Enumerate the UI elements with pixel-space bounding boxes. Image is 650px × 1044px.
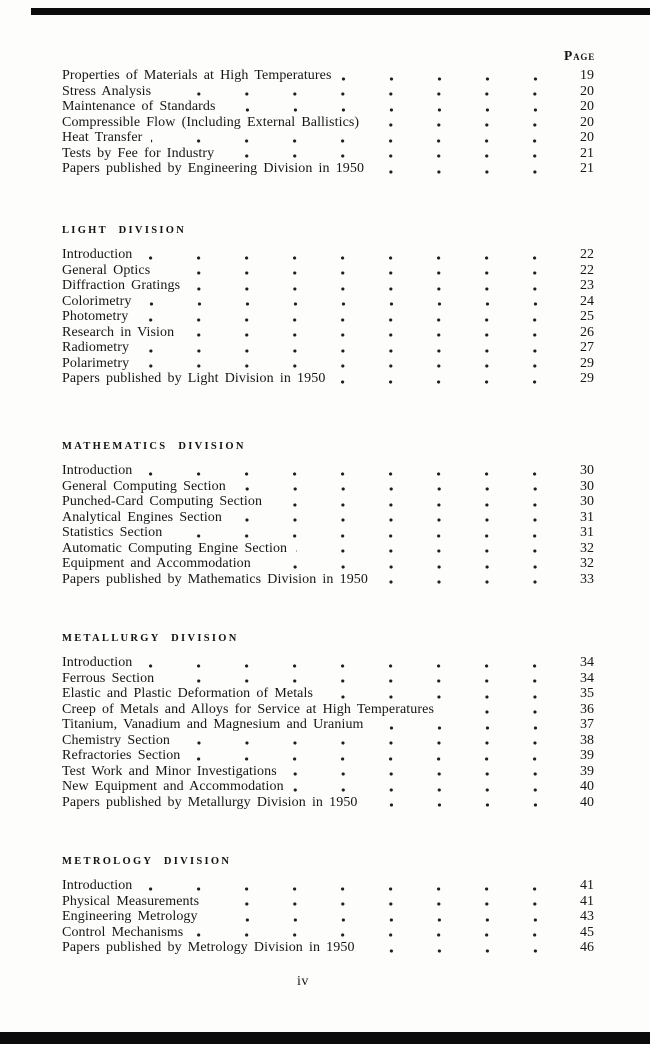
toc-entry-page-number: 45 [580,924,594,940]
toc-entry [62,686,594,702]
toc-entry [62,940,594,956]
toc-entry [62,99,594,115]
dot-leader [225,99,559,115]
toc-entry [62,371,594,387]
toc-entry [62,263,594,279]
dot-leader [189,278,559,294]
toc-entry [62,247,594,263]
toc-entry [62,479,594,495]
toc-entry-page-number: 39 [580,763,594,779]
toc-entry-page-number: 31 [580,525,594,540]
toc-entry-page-number: 35 [580,686,594,701]
toc-entry [62,894,594,910]
toc-entry-title: Elastic and Plastic Deformation of Metals [62,686,314,701]
dot-leader [364,940,559,956]
toc-entry-title: Papers published by Metallurgy Division in 1950 [62,794,358,810]
toc-entry [62,309,594,325]
toc-entry-title: Colorimetry [62,293,132,309]
dot-leader [192,925,559,941]
dot-leader [137,309,559,325]
toc-entry-page-number: 22 [580,247,594,262]
toc-entry-title: Test Work and Minor Investigations [62,763,277,779]
dot-leader [235,479,559,495]
toc-entry-title: Stress Analysis [62,83,152,99]
toc-entry-page-number: 19 [580,68,594,83]
dot-leader [207,909,559,925]
toc-entry-page-number: 43 [580,909,594,924]
toc-entry-page-number: 21 [580,161,594,176]
section-header: METALLURGY DIVISION [62,633,239,644]
dot-leader [271,494,559,510]
toc-entry [62,671,594,687]
toc-entry [62,494,594,510]
dot-leader [171,525,559,541]
dot-leader [286,764,559,780]
dot-leader [443,702,559,718]
toc-entry-page-number: 20 [580,114,594,130]
toc-entry [62,878,594,894]
toc-entry [62,779,594,795]
toc-entry-page-number: 29 [580,371,594,386]
toc-entry-page-number: 32 [580,556,594,571]
toc-entry [62,161,594,177]
dot-leader [377,572,559,588]
toc-section [62,68,594,177]
toc-entry-title: Refractories Section [62,748,181,763]
toc-entry [62,764,594,780]
toc-entry-page-number: 23 [580,278,594,293]
toc-entry [62,146,594,162]
section-header: MATHEMATICS DIVISION [62,441,246,452]
toc-entry-title: Introduction [62,878,133,893]
toc-entry-page-number: 34 [580,655,594,670]
toc-entry-title: Titanium, Vanadium and Magnesium and Uranium [62,717,364,732]
toc-entry-page-number: 40 [580,794,594,810]
toc-entry-title: Chemistry Section [62,732,171,748]
toc-entry-title: Maintenance of Standards [62,99,216,114]
scan-edge-artifact-bottom [0,1032,650,1044]
toc [62,0,594,1044]
dot-leader [141,463,559,479]
toc-entry-page-number: 39 [580,748,594,763]
toc-entry-title: Papers published by Engineering Division in 1950 [62,161,365,176]
toc-entry-title: General Computing Section [62,478,226,494]
toc-entry-title: New Equipment and Accommodation [62,779,284,794]
toc-entry-title: Heat Transfer [62,130,143,145]
toc-entry-page-number: 30 [580,478,594,494]
toc-entry-title: Tests by Fee for Industry [62,145,215,161]
toc-entry-page-number: 32 [580,540,594,556]
dot-leader [368,115,559,131]
toc-entry [62,702,594,718]
dot-leader [322,686,559,702]
toc-section [62,856,594,956]
toc-entry-title: Equipment and Accommodation [62,556,251,571]
toc-entry [62,717,594,733]
toc-entry-title: Photometry [62,309,129,324]
toc-entry-page-number: 20 [580,130,594,145]
toc-entry-title: Ferrous Section [62,670,155,686]
dot-leader [231,510,559,526]
dot-leader [163,671,559,687]
dot-leader [373,717,559,733]
dot-leader [141,655,559,671]
toc-entry-title: Engineering Metrology [62,909,198,924]
toc-entry-page-number: 20 [580,83,594,99]
toc-entry-title: General Optics [62,262,151,278]
toc-entry-page-number: 20 [580,99,594,114]
toc-entry-page-number: 33 [580,571,594,587]
toc-entry-page-number: 21 [580,145,594,161]
dot-leader [138,340,559,356]
toc-entry [62,572,594,588]
page-column-header: Page [564,48,595,63]
toc-section [62,225,594,387]
toc-entry-title: Diffraction Gratings [62,278,181,293]
toc-section [62,633,594,810]
toc-entry-page-number: 27 [580,340,594,355]
toc-entry-title: Introduction [62,463,133,478]
dot-leader [138,356,559,372]
toc-entry-page-number: 26 [580,324,594,340]
toc-entry [62,541,594,557]
dot-leader [141,247,559,263]
toc-entry-title: Polarimetry [62,355,130,371]
toc-entry [62,655,594,671]
toc-section [62,441,594,587]
toc-entry-title: Compressible Flow (Including External Ballistics) [62,114,360,130]
toc-entry [62,525,594,541]
dot-leader [260,556,559,572]
toc-entry-page-number: 46 [580,940,594,955]
toc-entry [62,115,594,131]
dot-leader [151,130,559,146]
folio-page-number: iv [297,974,309,989]
dot-leader [189,748,559,764]
dot-leader [141,878,559,894]
dot-leader [334,371,559,387]
dot-leader [183,325,559,341]
dot-leader [159,263,559,279]
toc-entry-page-number: 25 [580,309,594,324]
toc-entry-page-number: 37 [580,717,594,732]
toc-entry [62,510,594,526]
dot-leader [367,795,559,811]
toc-entry-page-number: 30 [580,463,594,478]
toc-entry-title: Properties of Materials at High Temperatures [62,68,332,83]
toc-entry-title: Papers published by Light Division in 1950 [62,371,326,386]
dot-leader [223,146,559,162]
dot-leader [341,68,559,84]
toc-entry-page-number: 38 [580,732,594,748]
toc-entry-title: Creep of Metals and Alloys for Service at High Temperatures [62,701,435,717]
dot-leader [141,294,559,310]
toc-entry-page-number: 31 [580,509,594,525]
toc-entry [62,325,594,341]
toc-entry-page-number: 34 [580,670,594,686]
toc-entry-page-number: 29 [580,355,594,371]
toc-entry [62,925,594,941]
dot-leader [373,161,559,177]
toc-entry [62,733,594,749]
toc-entry-title: Research in Vision [62,324,175,340]
toc-entry-title: Introduction [62,655,133,670]
toc-entry-title: Statistics Section [62,525,163,540]
toc-entry-page-number: 40 [580,779,594,794]
toc-entry [62,356,594,372]
toc-entry-title: Introduction [62,247,133,262]
toc-entry-page-number: 41 [580,878,594,893]
toc-entry [62,556,594,572]
toc-entry [62,748,594,764]
toc-entry-title: Analytical Engines Section [62,509,223,525]
toc-entry [62,340,594,356]
toc-entry-title: Physical Measurements [62,893,200,909]
toc-entry [62,795,594,811]
toc-entry [62,463,594,479]
toc-entry-page-number: 24 [580,293,594,309]
toc-entry-page-number: 41 [580,893,594,909]
dot-leader [179,733,559,749]
toc-entry-title: Automatic Computing Engine Section [62,540,288,556]
toc-entry [62,130,594,146]
section-header: METROLOGY DIVISION [62,856,232,867]
toc-entry-title: Papers published by Metrology Division in 1950 [62,940,355,955]
toc-entry [62,68,594,84]
toc-entry-page-number: 22 [580,262,594,278]
toc-entry-page-number: 36 [580,701,594,717]
toc-entry-page-number: 30 [580,494,594,509]
toc-entry-title: Punched-Card Computing Section [62,494,263,509]
dot-leader [160,84,559,100]
section-header: LIGHT DIVISION [62,225,187,236]
toc-entry [62,294,594,310]
dot-leader [293,779,559,795]
dot-leader [208,894,559,910]
toc-entry [62,278,594,294]
toc-entry-title: Control Mechanisms [62,924,184,940]
toc-entry-title: Papers published by Mathematics Division in 1950 [62,571,368,587]
toc-entry [62,909,594,925]
toc-entry [62,84,594,100]
toc-entry-title: Radiometry [62,340,130,355]
dot-leader [296,541,559,557]
